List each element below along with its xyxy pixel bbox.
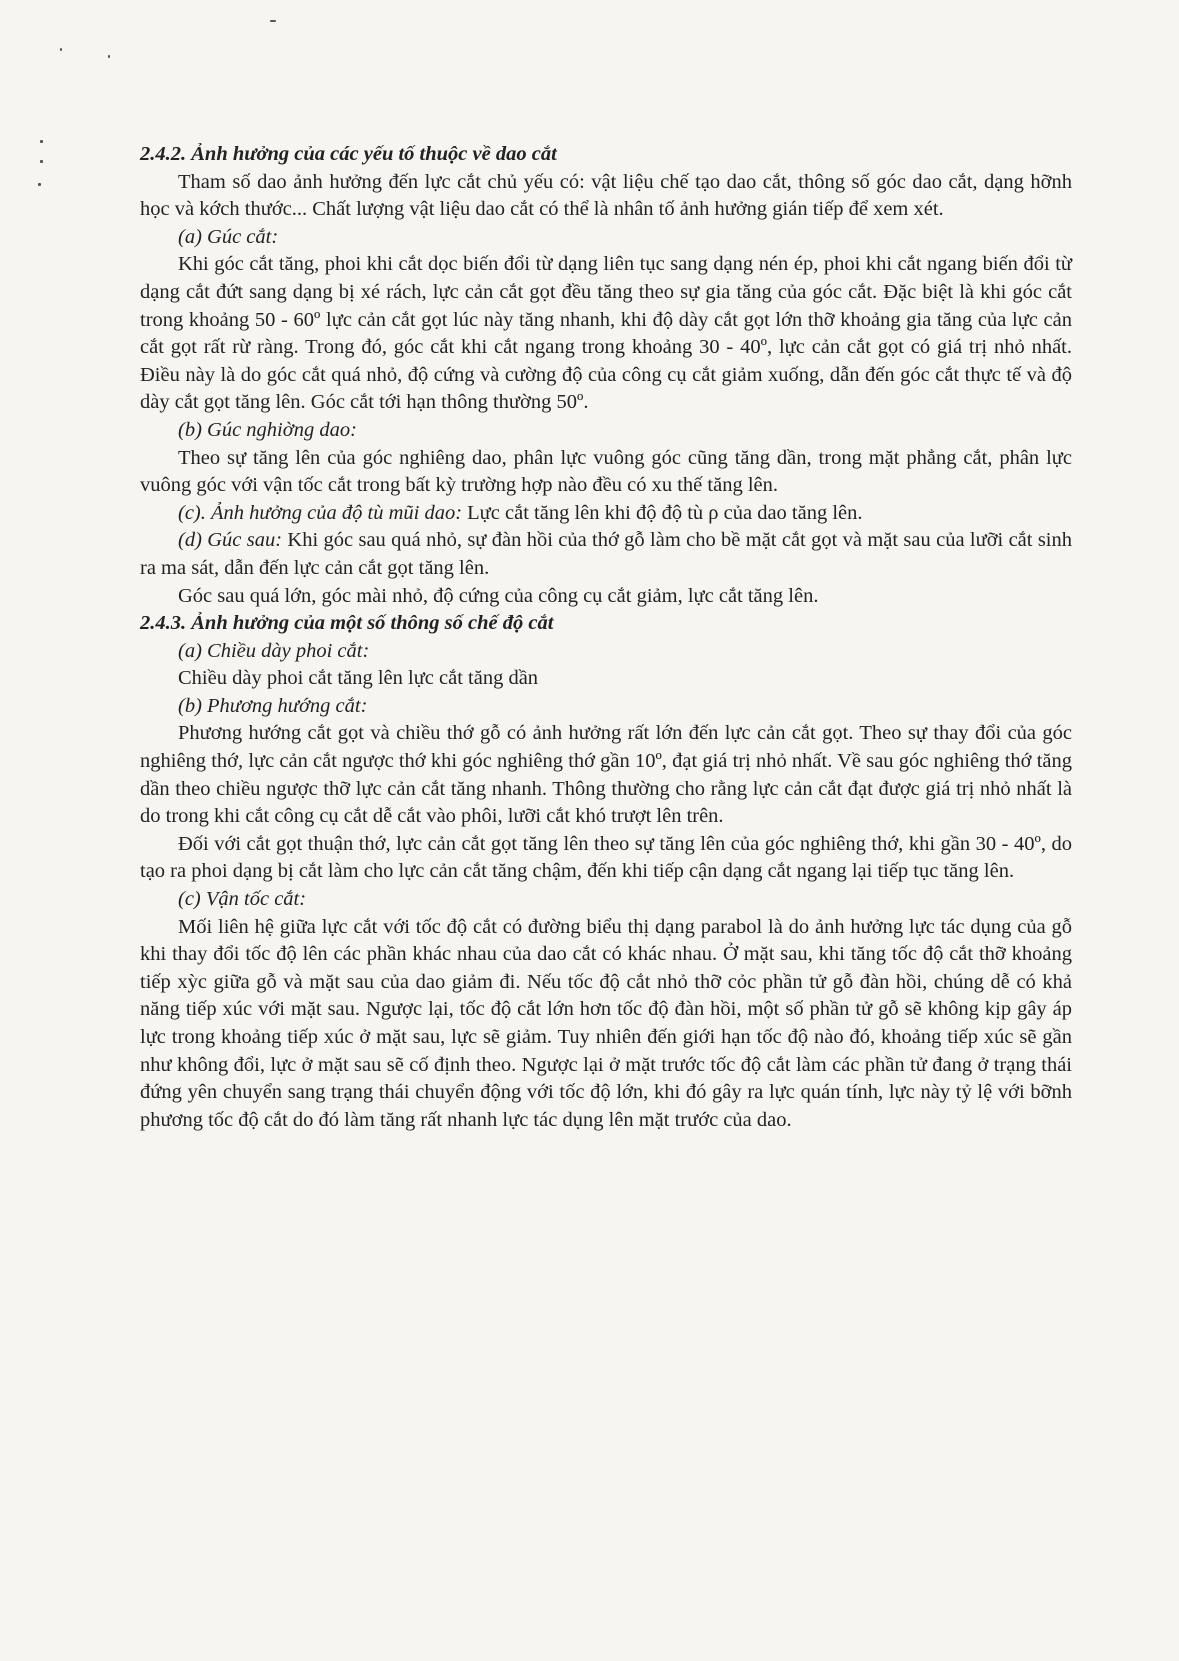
subheading-cutting-direction: (b) Phương hướng cắt: — [178, 694, 368, 717]
paragraph-rear-angle — [140, 527, 1072, 582]
section-heading-2-4-2: 2.4.2. Ảnh hưởng của các yếu tố thuộc về dao cắt — [140, 143, 557, 165]
scan-speck — [108, 55, 110, 58]
document-body — [140, 141, 1072, 1134]
paragraph-cutting-angle: Khi góc cắt tăng, phoi khi cắt dọc biến đổi từ dạng liên tục sang dạng nén ép, phoi khi cắt ngang biến đổi từ dạng cắt đứt sang dạng bị xé rách, lực cản cắt gọt đều tăng theo sự gia tăng của góc cắt. Đặc biệt là khi góc cắt trong khoảng 50 - 60º lực cản cắt gọt lúc này tăng nhanh, khi độ dày cắt gọt lớn thỡ khoảng gia tăng của lực cản cắt gọt rất rừ ràng. Trong đó, góc cắt khi cắt ngang trong khoảng 30 - 40º, lực cản cắt gọt có giá trị nhỏ nhất. Điều này là do góc cắt quá nhỏ, độ cứng và cường độ của công cụ cắt giảm xuống, dẫn đến góc cắt thực tế và độ dày cắt gọt tăng lên. Góc cắt tới hạn thông thường 50º. — [140, 253, 1072, 414]
paragraph-cutting-direction-2: Đối với cắt gọt thuận thớ, lực cản cắt gọt tăng lên theo sự tăng lên của góc nghiêng thớ, khi gần 30 - 40º, do tạo ra phoi dạng bị cắt làm cho lực cản cắt tăng chậm, đến khi tiếp cận dạng cắt ngang lại tiếp tục tăng lên. — [140, 832, 1072, 883]
subheading-tilt-angle: (b) Gúc nghiờng dao: — [178, 418, 357, 441]
subheading-rear-angle: (d) Gúc sau: — [178, 529, 283, 552]
text-rear-angle: Khi góc sau quá nhỏ, sự đàn hồi của thớ gỗ làm cho bề mặt cắt gọt và mặt sau của lưỡi cắt sinh ra ma sát, dẫn đến lực cản cắt gọt tăng lên. — [140, 529, 1072, 579]
paragraph-tip-bluntness — [140, 500, 1072, 528]
paragraph-rear-angle-2: Góc sau quá lớn, góc mài nhỏ, độ cứng của công cụ cắt giảm, lực cắt tăng lên. — [178, 584, 819, 607]
scan-speck — [38, 183, 41, 186]
subheading-chip-thickness: (a) Chiều dày phoi cắt: — [178, 639, 370, 662]
text-tip-bluntness: Lực cắt tăng lên khi độ độ tù ρ của dao tăng lên. — [467, 501, 863, 524]
scan-speck — [60, 48, 62, 51]
section-intro: Tham số dao ảnh hưởng đến lực cắt chủ yếu có: vật liệu chế tạo dao cắt, thông số góc dao cắt, dạng hỡnh học và kớch thước... Chất lượng vật liệu dao cắt có thể là nhân tố ảnh hưởng gián tiếp để xem xét. — [140, 170, 1072, 221]
section-heading-2-4-3: 2.4.3. Ảnh hưởng của một số thông số chế độ cắt — [140, 612, 554, 635]
subheading-cutting-speed: (c) Vận tốc cắt: — [178, 888, 307, 911]
paragraph-cutting-speed: Mối liên hệ giữa lực cắt với tốc độ cắt có đường biểu thị dạng parabol là do ảnh hưởng lực tác dụng của gỗ khi thay đổi tốc độ lên các phần khác nhau của dao cắt có khác nhau. Ở mặt sau, khi tăng tốc độ cắt thỡ khoảng tiếp xỳc giữa gỗ và mặt sau của dao giảm đi. Nếu tốc độ cắt nhỏ thỡ cỏc phần tử gỗ đàn hồi, chúng dễ có khả năng tiếp xúc với mặt sau. Ngược lại, tốc độ cắt lớn hơn tốc độ đàn hồi, một số phần tử gỗ sẽ không kịp gây áp lực trong khoảng tiếp xúc ở mặt sau, lực sẽ giảm. Tuy nhiên đến giới hạn tốc độ nào đó, khoảng tiếp xúc sẽ gần như không đổi, lực ở mặt sau sẽ cố định theo. Ngược lại ở mặt trước tốc độ cắt làm các phần tử đang ở trạng thái đứng yên chuyển sang trạng thái chuyển động với tốc độ lớn, khi đó gây ra lực quán tính, lực này tỷ lệ với bỡnh phương tốc độ cắt do đó làm tăng rất nhanh lực tác dụng lên mặt trước của dao. — [140, 915, 1072, 1131]
paragraph-cutting-direction: Phương hướng cắt gọt và chiều thớ gỗ có ảnh hưởng rất lớn đến lực cản cắt gọt. Theo sự thay đổi của góc nghiêng thớ, lực cản cắt ngược thớ khi góc nghiêng thớ gần 10º, đạt giá trị nhỏ nhất. Về sau góc nghiêng thớ tăng dần theo chiều ngược thỡ lực cản cắt tăng nhanh. Thông thường cho rằng lực cản cắt đạt được giá trị nhỏ nhất là do trong khi cắt công cụ cắt dễ cắt vào phôi, lưỡi cắt khó trượt lên trên. — [140, 722, 1072, 828]
scan-speck — [40, 160, 43, 163]
scan-speck — [40, 140, 43, 143]
subheading-tip-bluntness: (c). Ảnh hưởng của độ tù mũi dao: — [178, 501, 463, 524]
subheading-cutting-angle: (a) Gúc cắt: — [178, 225, 279, 248]
scan-speck — [270, 20, 276, 22]
paragraph-tilt-angle: Theo sự tăng lên của góc nghiêng dao, phân lực vuông góc cũng tăng dần, trong mặt phẳng cắt, phân lực vuông góc với vận tốc cắt trong bất kỳ trường hợp nào đều có xu thế tăng lên. — [140, 446, 1072, 497]
paragraph-chip-thickness: Chiều dày phoi cắt tăng lên lực cắt tăng dần — [178, 667, 539, 690]
